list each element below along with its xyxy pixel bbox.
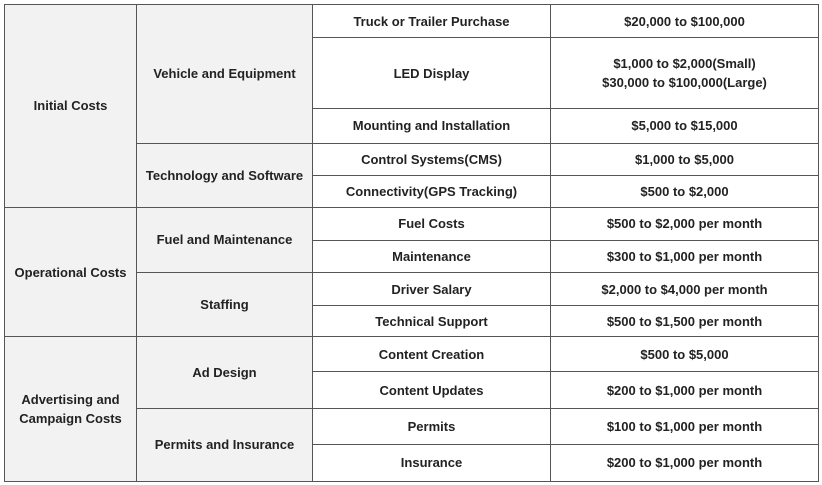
table-row <box>5 5 819 38</box>
cost-cell: $1,000 to $5,000 <box>551 143 819 175</box>
subcategory-cell: Ad Design <box>137 337 313 408</box>
item-cell: Mounting and Installation <box>313 109 551 143</box>
item-cell: Fuel Costs <box>313 207 551 240</box>
category-cell <box>5 337 137 482</box>
cost-cell: $500 to $2,000 per month <box>551 207 819 240</box>
cost-cell: $20,000 to $100,000 <box>551 5 819 38</box>
item-cell: Content Creation <box>313 337 551 372</box>
subcategory-cell: Technology and Software <box>137 143 313 207</box>
cost-cell: $5,000 to $15,000 <box>551 109 819 143</box>
item-cell: Maintenance <box>313 240 551 272</box>
subcategory-cell: Staffing <box>137 273 313 337</box>
item-cell: Insurance <box>313 444 551 481</box>
cost-cell: $2,000 to $4,000 per month <box>551 273 819 306</box>
item-cell: Truck or Trailer Purchase <box>313 5 551 38</box>
cost-line: $30,000 to $100,000(Large) <box>602 75 767 91</box>
category-cell: Initial Costs <box>5 5 137 208</box>
cost-cell <box>551 38 819 109</box>
item-cell: Driver Salary <box>313 273 551 306</box>
cost-table <box>4 4 819 482</box>
item-cell: Permits <box>313 408 551 444</box>
cost-cell: $500 to $2,000 <box>551 175 819 207</box>
cost-cell: $100 to $1,000 per month <box>551 408 819 444</box>
subcategory-cell: Fuel and Maintenance <box>137 207 313 272</box>
cost-line: $1,000 to $2,000(Small) <box>613 56 756 72</box>
cost-cell: $200 to $1,000 per month <box>551 372 819 408</box>
cost-cell: $500 to $1,500 per month <box>551 306 819 337</box>
subcategory-cell: Permits and Insurance <box>137 408 313 481</box>
item-cell: Control Systems(CMS) <box>313 143 551 175</box>
cost-cell: $500 to $5,000 <box>551 337 819 372</box>
category-cell: Operational Costs <box>5 207 137 337</box>
cost-cell: $300 to $1,000 per month <box>551 240 819 272</box>
cost-cell: $200 to $1,000 per month <box>551 444 819 481</box>
table-row <box>5 207 819 240</box>
category-line: Campaign Costs <box>19 411 122 427</box>
item-cell: Content Updates <box>313 372 551 408</box>
item-cell: Connectivity(GPS Tracking) <box>313 175 551 207</box>
item-cell: LED Display <box>313 38 551 109</box>
item-cell: Technical Support <box>313 306 551 337</box>
category-line: Advertising and <box>21 392 120 408</box>
subcategory-cell: Vehicle and Equipment <box>137 5 313 144</box>
table-row <box>5 337 819 372</box>
